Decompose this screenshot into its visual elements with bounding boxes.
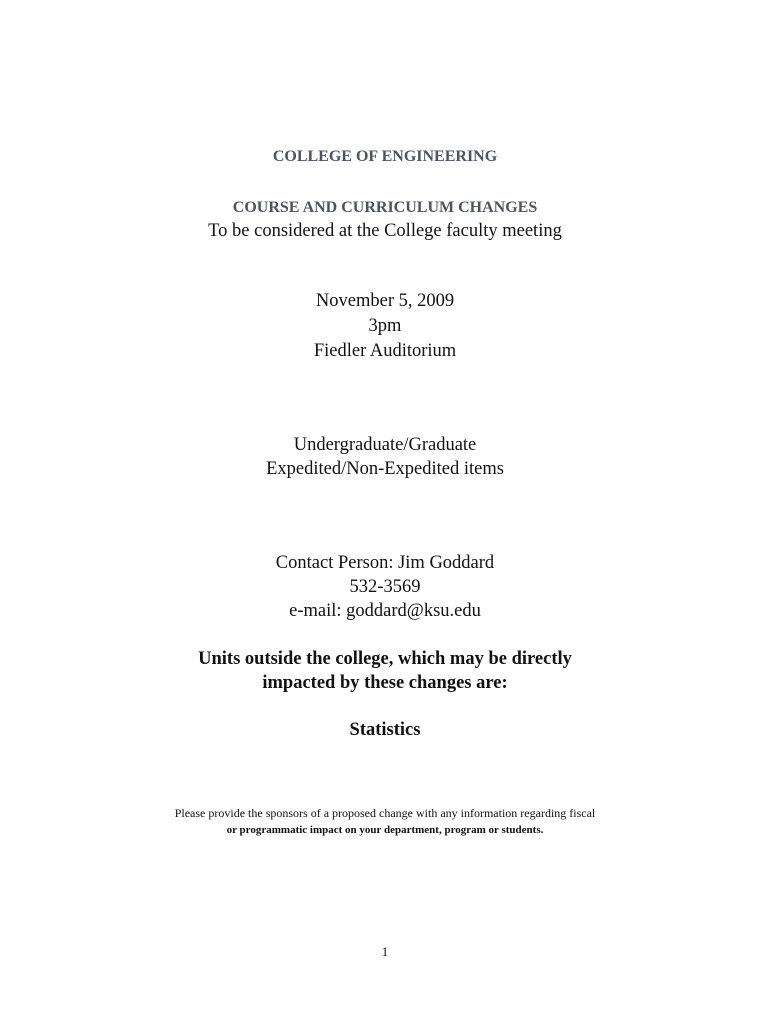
course-changes-heading: COURSE AND CURRICULUM CHANGES [232, 199, 538, 216]
page-number: 1 [381, 944, 389, 959]
impacted-unit: Statistics [349, 720, 421, 740]
contact-email: e-mail: goddard@ksu.edu [289, 601, 481, 621]
meeting-location: Fiedler Auditorium [313, 341, 457, 361]
considered-line: To be considered at the College faculty meeting [208, 221, 562, 241]
meeting-time: 3pm [368, 316, 402, 336]
college-heading: COLLEGE OF ENGINEERING [272, 148, 498, 165]
units-notice-line2: impacted by these changes are: [262, 673, 508, 693]
footer-note-line2: or programmatic impact on your department, program or students. [226, 824, 544, 836]
items-level: Undergraduate/Graduate [293, 435, 477, 455]
meeting-date: November 5, 2009 [315, 291, 455, 311]
contact-phone: 532-3569 [349, 577, 421, 597]
footer-note-line1: Please provide the sponsors of a proposed change with any information regarding fiscal [174, 806, 596, 820]
items-type: Expedited/Non-Expedited items [266, 459, 504, 479]
units-notice-line1: Units outside the college, which may be directly [198, 649, 572, 669]
contact-person: Contact Person: Jim Goddard [275, 553, 495, 573]
